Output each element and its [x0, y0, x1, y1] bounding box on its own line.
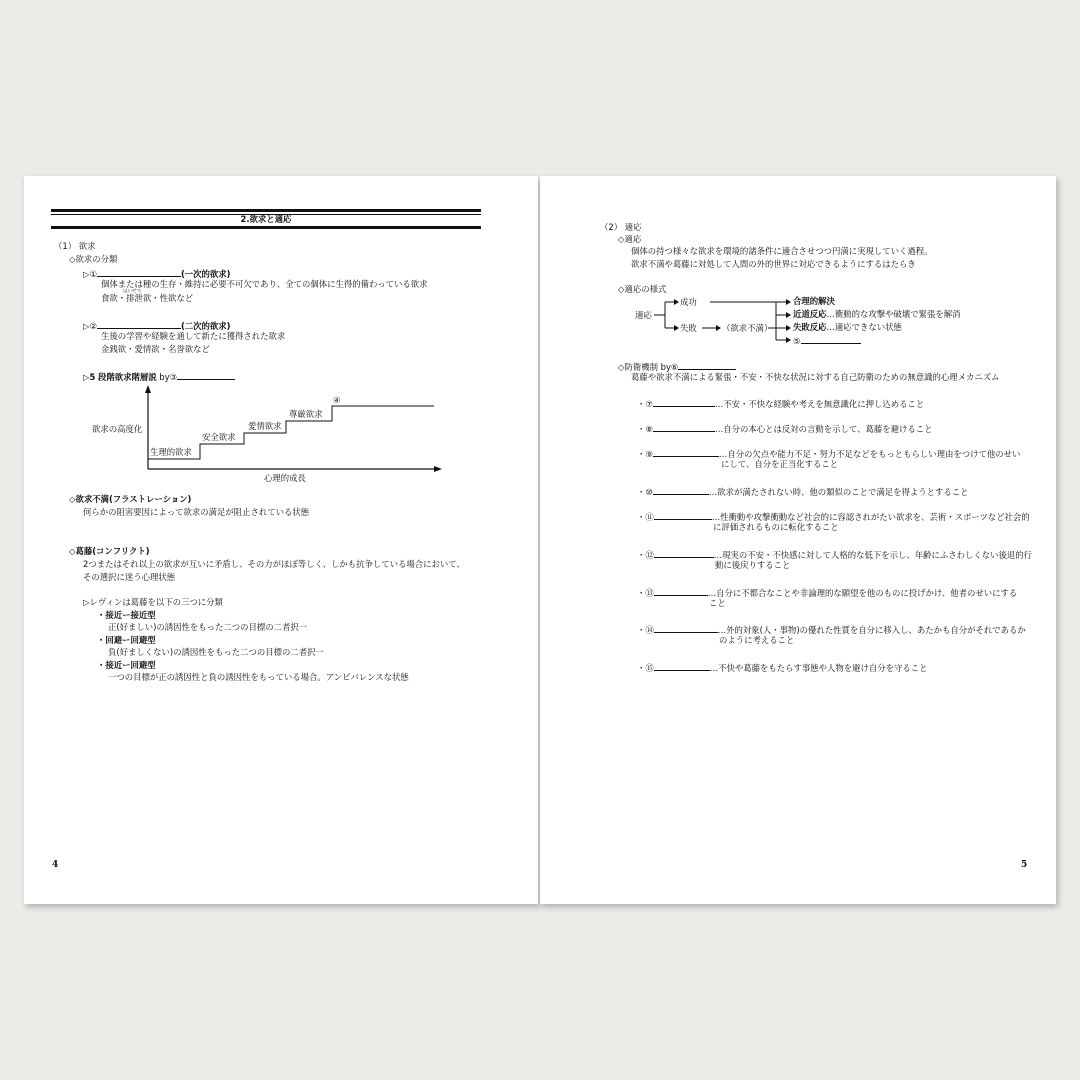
defense-mechanism-item-cont: に評価されるものに転化すること [713, 522, 839, 532]
mechanism-blank[interactable] [654, 661, 710, 671]
mechanism-desc: …不快や葛藤をもたらす事態や人物を避け自分を守ること [709, 663, 928, 673]
diagram-approx-desc: …衝動的な攻撃や破壊で緊張を解消 [826, 309, 961, 319]
mechanism-number: ・⑩ [637, 487, 653, 497]
blank-5[interactable] [801, 334, 861, 344]
maslow-title: 段階欲求階層説 [97, 372, 157, 382]
defense-mechanism-item-cont: 動に後戻りすること [715, 560, 791, 570]
defense-mechanism-item [637, 422, 932, 435]
diagram-rational: 合理的解決 [793, 296, 835, 306]
left-page [24, 176, 538, 904]
step-label-3: 尊厳欲求 [289, 409, 323, 419]
conflict-heading: ◇葛藤(コンフリクト) [69, 546, 150, 556]
item2-prefix: ▷② [83, 321, 97, 331]
mechanism-desc: …欲求が満たされない時、他の類似のことで満足を得ようとすること [708, 487, 969, 497]
conflict-type-1-desc: 正(好ましい)の誘因性をもった二つの目標の二者択一 [108, 622, 308, 632]
mechanism-desc: …自分の本心とは反対の言動を示して、葛藤を避けること [714, 424, 933, 434]
mechanism-desc: …自分の欠点や能力不足・努力不足などをもっともらしい理由をつけて他のせい [718, 449, 1021, 459]
maslow-prefix: ▷5 [83, 372, 96, 382]
adaptation-desc-2: 欲求不満や葛藤に対処して人間の外的世界に対応できるようにするはたらき [631, 259, 916, 269]
defense-mechanism-item-cont: にして、自分を正当化すること [721, 459, 839, 469]
defense-by: by⑥ [660, 362, 679, 372]
mechanism-number: ・⑭ [637, 625, 654, 635]
mechanism-number: ・⑫ [637, 550, 654, 560]
y-axis-label: 欲求の高度化 [92, 424, 143, 434]
blank-1[interactable] [97, 267, 181, 277]
mechanism-desc: …性衝動や攻撃衝動など社会的に容認されがたい欲求を、芸術・スポーツなど社会的 [711, 512, 1030, 522]
defense-mechanism-item-cont: のように考えること [719, 635, 795, 645]
mechanism-blank[interactable] [654, 548, 714, 558]
defense-mechanism-item [637, 548, 1032, 561]
defense-desc: 葛藤や欲求不満による緊張・不安・不快な状況に対する自己防衛のための無意識的心理メカニズム [631, 372, 1000, 382]
diagram-fail-desc: …適応できない状態 [826, 322, 902, 332]
mechanism-number: ・⑦ [637, 399, 653, 409]
primary-need-examples: 食欲・排泄欲・性欲など [101, 293, 194, 303]
section-heading: （1） 欲求 [54, 241, 96, 251]
defense-mechanism-item [637, 586, 1017, 599]
diagram-root: 適応 [635, 310, 652, 320]
mechanism-blank[interactable] [654, 586, 708, 596]
conflict-type-2-desc: 負(好ましくない)の誘因性をもった二つの目標の二者択一 [108, 647, 324, 657]
mechanism-number: ・⑪ [637, 512, 654, 522]
mechanism-blank[interactable] [653, 447, 719, 457]
adaptation-desc-1: 個体の持つ様々な欲求を環境的諸条件に適合させつつ円満に実現していく過程。 [631, 246, 933, 256]
adaptation-section-heading: （2） 適応 [600, 222, 642, 232]
right-page [540, 176, 1056, 904]
secondary-need-label: (二次的欲求) [180, 321, 231, 331]
diagram-approx-line [793, 309, 961, 320]
step-label-4: ④ [333, 395, 341, 405]
mechanism-blank[interactable] [653, 422, 715, 432]
diagram-five: ⑤ [793, 336, 801, 346]
defense-mechanism-item-cont: こと [709, 598, 726, 608]
mechanism-blank[interactable] [653, 397, 715, 407]
conflict-desc-2: その選択に迷う心理状態 [83, 572, 176, 582]
step-label-1: 安全欲求 [202, 432, 236, 442]
mechanism-number: ・⑮ [637, 663, 654, 673]
secondary-need-desc: 生後の学習や経験を通して新たに獲得された欲求 [101, 331, 286, 341]
mechanism-number: ・⑧ [637, 424, 653, 434]
diagram-fail: 失敗反応 [793, 322, 827, 332]
diagram-approx: 近道反応 [793, 309, 827, 319]
maslow-chart [24, 381, 538, 501]
item1-ruby: はいせつ [123, 289, 141, 294]
frustration-desc: 何らかの阻害要因によって欲求の満足が阻止されている状態 [83, 507, 310, 517]
conflict-type-2: ・回避ー回避型 [97, 635, 156, 645]
primary-need-label: (一次的欲求) [180, 269, 231, 279]
mechanism-desc: …現実の不安・不快感に対して人格的な低下を示し、年齢にふさわしくない後退的行 [713, 550, 1032, 560]
mechanism-blank[interactable] [653, 485, 709, 495]
x-axis-arrow [434, 466, 442, 472]
primary-need-desc: 個体または種の生存・維持に必要不可欠であり、全ての個体に生得的備わっている欲求 [101, 279, 428, 289]
conflict-desc-1: 2つまたはそれ以上の欲求が互いに矛盾し、その力がほぼ等しく、しかも抗争している場合において、 [83, 559, 465, 569]
diagram-fail-line [793, 322, 902, 333]
title-rule-bottom [51, 226, 481, 229]
mechanism-desc: …自分に不都合なことや非論理的な願望を他のものに投げかけ、他者のせいにする [707, 588, 1018, 598]
maslow-by: by③ [159, 372, 178, 382]
diagram-frustration: （欲求不満） [722, 323, 773, 333]
title-rule-top [51, 209, 481, 212]
secondary-need-examples: 金銭欲・愛情欲・名誉欲など [101, 344, 210, 354]
mechanism-desc: …外的対象(人・事物)の優れた性質を自分に移入し、あたかも自分がそれであるか [717, 625, 1026, 635]
mechanism-desc: …不安・不快な経験や考えを無意識化に押し込めること [714, 399, 925, 409]
diagram-five-line [793, 334, 861, 347]
x-axis-label: 心理的成長 [264, 473, 306, 483]
page-number-left: 4 [52, 860, 59, 870]
defense-mechanism-item [637, 661, 928, 674]
diagram-success: 成功 [680, 297, 697, 307]
adaptation-heading: ◇適応 [618, 234, 642, 244]
defense-heading: ◇防衛機制 [618, 362, 658, 372]
defense-mechanism-item [637, 485, 969, 498]
step-label-2: 愛情欲求 [248, 421, 282, 431]
mechanism-number: ・⑬ [637, 588, 654, 598]
frustration-heading: ◇欲求不満(フラストレーション) [69, 494, 192, 504]
diagram-failure: 失敗 [680, 323, 697, 333]
y-axis-arrow [145, 385, 151, 393]
conflict-type-3-desc: 一つの目標が正の誘因性と負の誘因性をもっている場合。アンビバレンスな状態 [108, 672, 409, 682]
lewin-heading: ▷レヴィンは葛藤を以下の三つに分類 [83, 597, 223, 607]
mechanism-number: ・⑨ [637, 449, 653, 459]
page-number-right: 5 [1021, 860, 1028, 870]
blank-3[interactable] [177, 370, 235, 380]
mechanism-blank[interactable] [654, 510, 712, 520]
adaptation-pattern-heading: ◇適応の様式 [618, 284, 667, 294]
blank-2[interactable] [97, 319, 181, 329]
conflict-type-3: ・接近ー回避型 [97, 660, 156, 670]
mechanism-blank[interactable] [654, 623, 718, 633]
item1-prefix: ▷① [83, 269, 97, 279]
step-label-0: 生理的欲求 [150, 447, 192, 457]
defense-mechanism-item [637, 397, 924, 410]
defense-mechanism-item [637, 623, 1026, 636]
conflict-type-1: ・接近ー接近型 [97, 610, 156, 620]
chapter-title: 2.欲求と適応 [240, 214, 292, 224]
needs-classification-heading: ◇欲求の分類 [69, 254, 118, 264]
blank-6[interactable] [678, 360, 736, 370]
